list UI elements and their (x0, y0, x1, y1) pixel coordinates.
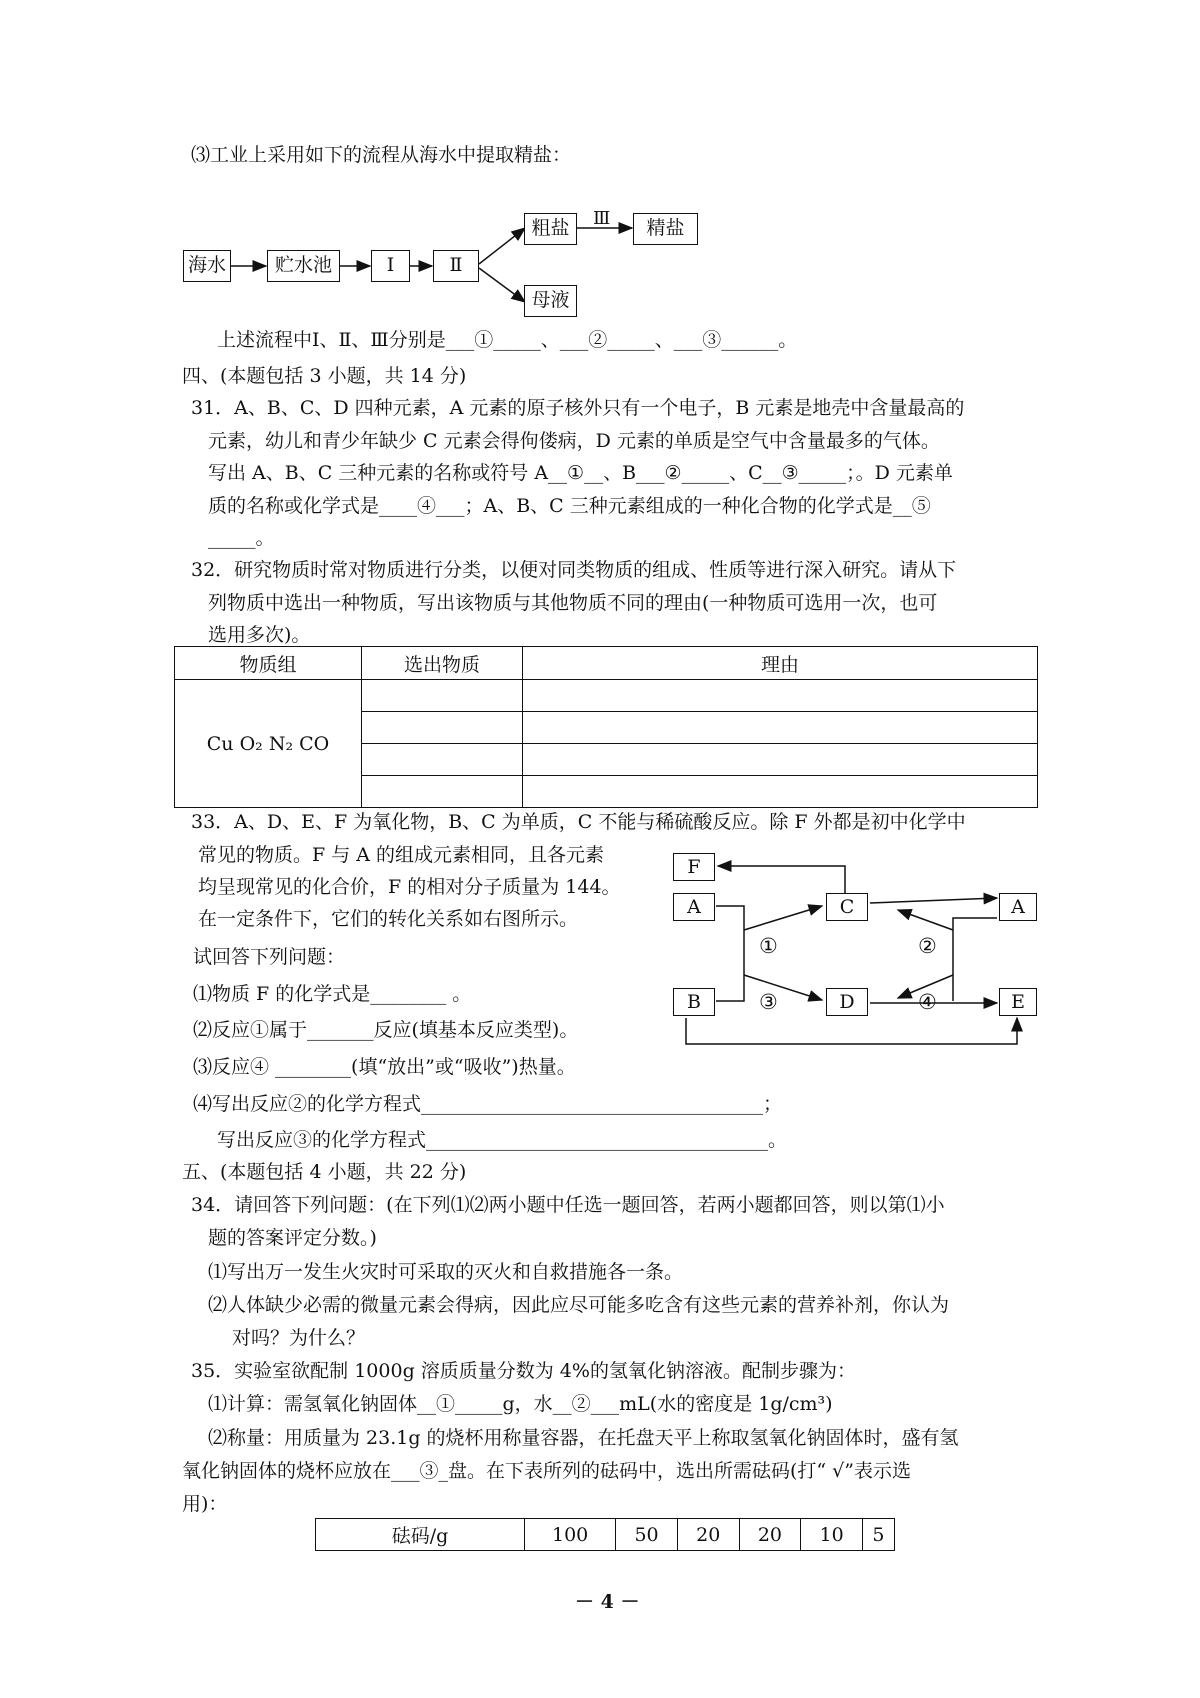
q32-header-selected: 选出物质 (362, 647, 523, 680)
flow-seawater: 海水 (183, 250, 231, 282)
q31-line-4: 质的名称或化学式是____④___；A、B、C 三种元素组成的一种化合物的化学式是__⑤ (208, 495, 931, 517)
weight-value: 20 (739, 1519, 801, 1551)
diagram-reaction-2: ② (918, 934, 937, 958)
q32-line-1: 32．研究物质时常对物质进行分类，以便对同类物质的组成、性质等进行深入研究。请从下 (191, 559, 957, 581)
flow-mother-liquor: 母液 (524, 285, 577, 317)
weight-value: 5 (862, 1519, 894, 1551)
q35-line-3: ⑵称量：用质量为 23.1g 的烧杯用称量容器，在托盘天平上称取氢氧化钠固体时，盛有氢 (208, 1427, 959, 1449)
diagram-node-F: F (673, 853, 715, 881)
q32-reason-cell[interactable] (523, 776, 1038, 808)
q32-selected-cell[interactable] (362, 680, 523, 712)
flow-reservoir: 贮水池 (267, 250, 340, 282)
q31-line-1: 31．A、B、C、D 四种元素，A 元素的原子核外只有一个电子，B 元素是地壳中含量最高的 (191, 397, 965, 419)
section4-title: 四、(本题包括 3 小题，共 14 分) (182, 365, 467, 387)
diagram-reaction-3: ③ (759, 990, 778, 1014)
q34-line-1: 34．请回答下列问题：(在下列⑴⑵两小题中任选一题回答，若两小题都回答，则以第⑴小 (191, 1194, 945, 1216)
q35-line-5: 用)： (182, 1493, 228, 1515)
q33-line-4: 在一定条件下，它们的转化关系如右图所示。 (198, 908, 579, 930)
q32-reason-cell[interactable] (523, 744, 1038, 776)
q35-line-4: 氧化钠固体的烧杯应放在___③_盘。在下表所列的砝码中，选出所需砝码(打“ √”表示选 (182, 1460, 911, 1482)
q32-selected-cell[interactable] (362, 744, 523, 776)
q32-reason-cell[interactable] (523, 680, 1038, 712)
weights-header: 砝码/g (316, 1519, 525, 1551)
q33-question-1: ⑴物质 F 的化学式是________ 。 (193, 983, 472, 1005)
weight-value: 100 (525, 1519, 616, 1551)
weight-value: 20 (677, 1519, 739, 1551)
q33-line-3: 均呈现常见的化合价，F 的相对分子质量为 144。 (198, 876, 621, 898)
q34-line-4: ⑵人体缺少必需的微量元素会得病，因此应尽可能多吃含有这些元素的营养补剂，你认为 (208, 1294, 950, 1316)
q31-line-2: 元素，幼儿和青少年缺少 C 元素会得佝偻病，D 元素的单质是空气中含量最多的气体。 (208, 430, 940, 452)
q34-line-2: 题的答案评定分数。) (208, 1227, 377, 1249)
q32-selected-cell[interactable] (362, 712, 523, 744)
diagram-node-A-right: A (999, 893, 1037, 921)
q35-line-2: ⑴计算：需氢氧化钠固体__①_____g，水__②___mL(水的密度是 1g/cm³) (208, 1393, 833, 1415)
diagram-node-C: C (826, 893, 868, 921)
q32-selected-cell[interactable] (362, 776, 523, 808)
diagram-node-A-left: A (673, 893, 715, 921)
q32-reason-cell[interactable] (523, 712, 1038, 744)
diagram-reaction-1: ① (759, 934, 778, 958)
q32-line-2: 列物质中选出一种物质，写出该物质与其他物质不同的理由(一种物质可选用一次，也可 (208, 592, 938, 614)
diagram-node-E: E (999, 988, 1037, 1016)
flow-fine-salt: 精盐 (633, 213, 698, 245)
flow-step1: Ⅰ (371, 250, 410, 282)
q33-line-2: 常见的物质。F 与 A 的组成元素相同，且各元素 (198, 844, 605, 866)
diagram-node-D: D (826, 988, 868, 1016)
q32-substance-group: Cu O₂ N₂ CO (175, 680, 362, 808)
flow-step3-label: Ⅲ (593, 208, 611, 229)
flow-crude-salt: 粗盐 (524, 213, 577, 245)
weights-table (315, 1518, 895, 1551)
q35-line-1: 35．实验室欲配制 1000g 溶质质量分数为 4%的氢氧化钠溶液。配制步骤为： (191, 1360, 856, 1382)
q32-line-3: 选用多次)。 (208, 624, 311, 646)
q33-line-1: 33．A、D、E、F 为氧化物，B、C 为单质，C 不能与稀硫酸反应。除 F 外都是初中化学中 (191, 811, 966, 833)
weight-value: 50 (616, 1519, 678, 1551)
q31-line-3: 写出 A、B、C 三种元素的名称或符号 A__①__、B___②_____、C__③_____；。D 元素单 (208, 462, 953, 484)
q34-line-3: ⑴写出万一发生火灾时可采取的灭火和自救措施各一条。 (208, 1261, 684, 1283)
q33-line-5: 试回答下列问题： (193, 946, 346, 968)
q33-question-4b: 写出反应③的化学方程式____________________________________。 (217, 1129, 788, 1151)
page-number: － 4 － (575, 1591, 640, 1613)
q34-line-5: 对吗？为什么？ (232, 1327, 366, 1349)
q31-line-5: _____。 (208, 527, 275, 549)
q32-table (174, 646, 1038, 808)
q30-answer-line: 上述流程中Ⅰ、Ⅱ、Ⅲ分别是___①_____、___②_____、___③______。 (217, 329, 798, 351)
diagram-reaction-4: ④ (918, 990, 937, 1014)
weight-value: 10 (801, 1519, 863, 1551)
q32-header-reason: 理由 (523, 647, 1038, 680)
section5-title: 五、(本题包括 4 小题，共 22 分) (182, 1161, 467, 1183)
q33-question-4a: ⑷写出反应②的化学方程式____________________________________； (193, 1093, 783, 1115)
q30-intro: ⑶工业上采用如下的流程从海水中提取精盐： (191, 144, 572, 166)
q33-question-2: ⑵反应①属于_______反应(填基本反应类型)。 (193, 1019, 579, 1041)
flow-step2: Ⅱ (433, 250, 479, 282)
q33-question-3: ⑶反应④ ________(填“放出”或“吸收”)热量。 (193, 1056, 576, 1078)
diagram-node-B: B (673, 988, 715, 1016)
q32-header-group: 物质组 (175, 647, 362, 680)
